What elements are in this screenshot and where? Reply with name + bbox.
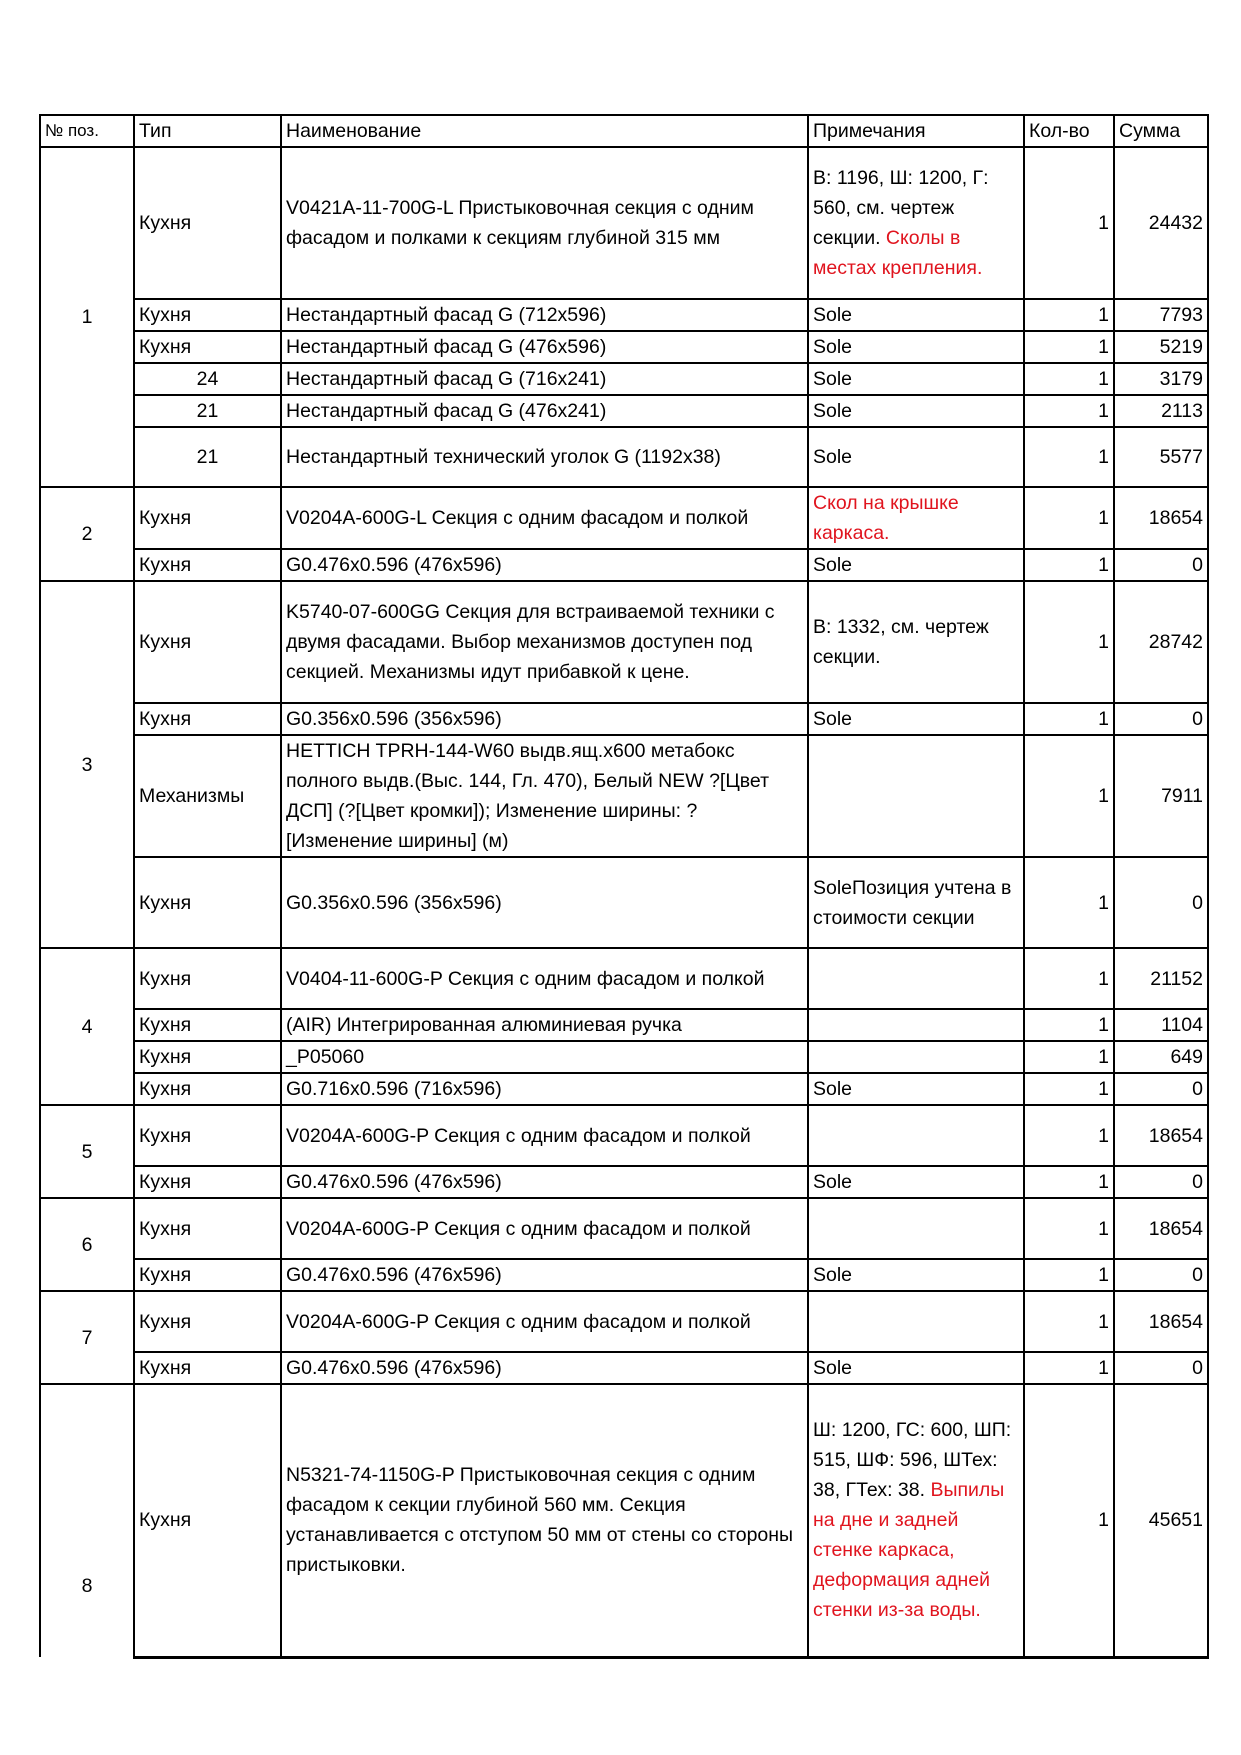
notes-cell: Sole [808, 1166, 1024, 1198]
sum-cell: 2113 [1114, 395, 1208, 427]
table-row [40, 1009, 1208, 1041]
qty-cell: 1 [1024, 1384, 1114, 1657]
sum-cell: 649 [1114, 1041, 1208, 1073]
notes-cell [808, 1009, 1024, 1041]
notes-cell [808, 735, 1024, 857]
qty-cell: 1 [1024, 487, 1114, 549]
type-cell: 24 [134, 363, 281, 395]
position-number: 6 [40, 1198, 134, 1291]
qty-cell: 1 [1024, 1291, 1114, 1352]
table-row [40, 395, 1208, 427]
type-cell: Механизмы [134, 735, 281, 857]
table-row [40, 1073, 1208, 1105]
name-cell: V0204A-600G-L Секция с одним фасадом и полкой [281, 487, 808, 549]
qty-cell: 1 [1024, 395, 1114, 427]
name-cell: V0204A-600G-P Секция с одним фасадом и полкой [281, 1105, 808, 1166]
notes-cell: Sole [808, 1259, 1024, 1291]
position-number: 8 [40, 1384, 134, 1657]
sum-cell: 0 [1114, 1166, 1208, 1198]
sum-cell: 7911 [1114, 735, 1208, 857]
qty-cell: 1 [1024, 331, 1114, 363]
sum-cell: 28742 [1114, 581, 1208, 703]
sum-cell: 24432 [1114, 147, 1208, 299]
notes-cell: Sole [808, 427, 1024, 487]
name-cell: G0.476x0.596 (476x596) [281, 549, 808, 581]
sum-cell: 3179 [1114, 363, 1208, 395]
qty-cell: 1 [1024, 1073, 1114, 1105]
qty-cell: 1 [1024, 299, 1114, 331]
position-number: 1 [40, 147, 134, 487]
header-qty: Кол-во [1024, 115, 1114, 147]
notes-cell: Sole [808, 549, 1024, 581]
position-number: 4 [40, 948, 134, 1105]
type-cell: Кухня [134, 857, 281, 948]
defect-note: Скол на крышке каркаса. [813, 492, 959, 544]
qty-cell: 1 [1024, 147, 1114, 299]
sum-cell: 0 [1114, 703, 1208, 735]
sum-cell: 18654 [1114, 1291, 1208, 1352]
type-cell: Кухня [134, 1352, 281, 1384]
name-cell: V0421A-11-700G-L Пристыковочная секция с одним фасадом и полками к секциям глубиной 315 мм [281, 147, 808, 299]
qty-cell: 1 [1024, 1259, 1114, 1291]
position-number: 5 [40, 1105, 134, 1198]
notes-cell: Sole [808, 1073, 1024, 1105]
table-row [40, 299, 1208, 331]
qty-cell: 1 [1024, 549, 1114, 581]
name-cell: (AIR) Интегрированная алюминиевая ручка [281, 1009, 808, 1041]
table-row [40, 581, 1208, 703]
name-cell: G0.356x0.596 (356x596) [281, 857, 808, 948]
name-cell: G0.356x0.596 (356x596) [281, 703, 808, 735]
sum-cell: 0 [1114, 1259, 1208, 1291]
notes-text: Ш: 1200, ГС: 600, ШП: 515, ШФ: 596, ШТех: 38, ГТех: 38. [813, 1419, 1012, 1502]
table-row [40, 549, 1208, 581]
notes-cell: SoleПозиция учтена в стоимости секции [808, 857, 1024, 948]
table-row [40, 1352, 1208, 1384]
header-name: Наименование [281, 115, 808, 147]
table-row [40, 1259, 1208, 1291]
notes-cell [808, 1198, 1024, 1259]
table-row [40, 857, 1208, 948]
name-cell: Нестандартный фасад G (712x596) [281, 299, 808, 331]
notes-cell [808, 1291, 1024, 1352]
name-cell: Нестандартный фасад G (476x596) [281, 331, 808, 363]
table-row [40, 735, 1208, 857]
defect-note: Сколы в местах крепления. [813, 227, 983, 279]
table-row [40, 1291, 1208, 1352]
defect-note: Выпилы на дне и задней стенке каркаса, деформация адней стенки из-за воды. [813, 1479, 1005, 1622]
type-cell: Кухня [134, 948, 281, 1009]
notes-cell: Sole [808, 331, 1024, 363]
notes-cell [808, 1041, 1024, 1073]
type-cell: Кухня [134, 147, 281, 299]
type-cell: Кухня [134, 1291, 281, 1352]
table-row [40, 1105, 1208, 1166]
notes-cell: Sole [808, 703, 1024, 735]
type-cell: Кухня [134, 1073, 281, 1105]
header-type: Тип [134, 115, 281, 147]
sum-cell: 45651 [1114, 1384, 1208, 1657]
table-row [40, 948, 1208, 1009]
qty-cell: 1 [1024, 857, 1114, 948]
sum-cell: 0 [1114, 549, 1208, 581]
position-number: 2 [40, 487, 134, 581]
specification-table [39, 114, 1209, 1659]
qty-cell: 1 [1024, 1198, 1114, 1259]
name-cell: G0.716x0.596 (716x596) [281, 1073, 808, 1105]
table-row [40, 1166, 1208, 1198]
type-cell: Кухня [134, 331, 281, 363]
name-cell: V0404-11-600G-P Секция с одним фасадом и полкой [281, 948, 808, 1009]
type-cell: Кухня [134, 703, 281, 735]
name-cell: _P05060 [281, 1041, 808, 1073]
notes-text: В: 1196, Ш: 1200, Г: 560, см. чертеж секции. [813, 167, 989, 249]
table-row [40, 147, 1208, 299]
header-pos: № поз. [40, 115, 134, 147]
sum-cell: 5219 [1114, 331, 1208, 363]
table-row [40, 1041, 1208, 1073]
type-cell: Кухня [134, 1009, 281, 1041]
qty-cell: 1 [1024, 581, 1114, 703]
table-row [40, 363, 1208, 395]
sum-cell: 0 [1114, 1352, 1208, 1384]
name-cell: HETTICH TPRH-144-W60 выдв.ящ.x600 метабокс полного выдв.(Выс. 144, Гл. 470), Белый NEW ?[Цвет ДСП] (?[Цвет кромки]); Изменение ширины: ?[Изменение ширины] (м) [281, 735, 808, 857]
table-row [40, 331, 1208, 363]
notes-cell [808, 948, 1024, 1009]
qty-cell: 1 [1024, 1166, 1114, 1198]
type-cell: Кухня [134, 1384, 281, 1657]
name-cell: Нестандартный фасад G (716x241) [281, 363, 808, 395]
qty-cell: 1 [1024, 948, 1114, 1009]
header-row [40, 115, 1208, 147]
qty-cell: 1 [1024, 363, 1114, 395]
position-number: 7 [40, 1291, 134, 1384]
name-cell: V0204A-600G-P Секция с одним фасадом и полкой [281, 1198, 808, 1259]
type-cell: Кухня [134, 1198, 281, 1259]
qty-cell: 1 [1024, 703, 1114, 735]
table-row [40, 1384, 1208, 1657]
notes-cell: Sole [808, 299, 1024, 331]
sum-cell: 21152 [1114, 948, 1208, 1009]
sum-cell: 0 [1114, 857, 1208, 948]
qty-cell: 1 [1024, 1009, 1114, 1041]
table-row [40, 703, 1208, 735]
name-cell: K5740-07-600GG Секция для встраиваемой техники с двумя фасадами. Выбор механизмов доступен под секцией. Механизмы идут прибавкой к цене. [281, 581, 808, 703]
notes-cell: В: 1332, см. чертеж секции. [808, 581, 1024, 703]
sum-cell: 18654 [1114, 1105, 1208, 1166]
type-cell: Кухня [134, 1166, 281, 1198]
qty-cell: 1 [1024, 427, 1114, 487]
table-row [40, 1198, 1208, 1259]
qty-cell: 1 [1024, 1041, 1114, 1073]
sum-cell: 7793 [1114, 299, 1208, 331]
notes-cell [808, 1384, 1024, 1657]
type-cell: Кухня [134, 1041, 281, 1073]
name-cell: G0.476x0.596 (476x596) [281, 1259, 808, 1291]
type-cell: Кухня [134, 1105, 281, 1166]
notes-cell [808, 487, 1024, 549]
header-notes: Примечания [808, 115, 1024, 147]
qty-cell: 1 [1024, 1352, 1114, 1384]
qty-cell: 1 [1024, 1105, 1114, 1166]
notes-cell: Sole [808, 395, 1024, 427]
sum-cell: 18654 [1114, 1198, 1208, 1259]
sum-cell: 1104 [1114, 1009, 1208, 1041]
name-cell: Нестандартный фасад G (476x241) [281, 395, 808, 427]
name-cell: Нестандартный технический уголок G (1192x38) [281, 427, 808, 487]
type-cell: 21 [134, 395, 281, 427]
position-number: 3 [40, 581, 134, 948]
table-row [40, 487, 1208, 549]
notes-cell: Sole [808, 1352, 1024, 1384]
type-cell: Кухня [134, 487, 281, 549]
table-row [40, 427, 1208, 487]
notes-cell [808, 147, 1024, 299]
type-cell: Кухня [134, 1259, 281, 1291]
notes-cell: Sole [808, 363, 1024, 395]
type-cell: Кухня [134, 299, 281, 331]
type-cell: Кухня [134, 549, 281, 581]
type-cell: Кухня [134, 581, 281, 703]
sum-cell: 5577 [1114, 427, 1208, 487]
notes-cell [808, 1105, 1024, 1166]
name-cell: N5321-74-1150G-P Пристыковочная секция с одним фасадом к секции глубиной 560 мм. Секция устанавливается с отступом 50 мм от стены со стороны пристыковки. [281, 1384, 808, 1657]
name-cell: G0.476x0.596 (476x596) [281, 1352, 808, 1384]
header-sum: Сумма [1114, 115, 1208, 147]
type-cell: 21 [134, 427, 281, 487]
name-cell: G0.476x0.596 (476x596) [281, 1166, 808, 1198]
name-cell: V0204A-600G-P Секция с одним фасадом и полкой [281, 1291, 808, 1352]
qty-cell: 1 [1024, 735, 1114, 857]
sum-cell: 18654 [1114, 487, 1208, 549]
sum-cell: 0 [1114, 1073, 1208, 1105]
